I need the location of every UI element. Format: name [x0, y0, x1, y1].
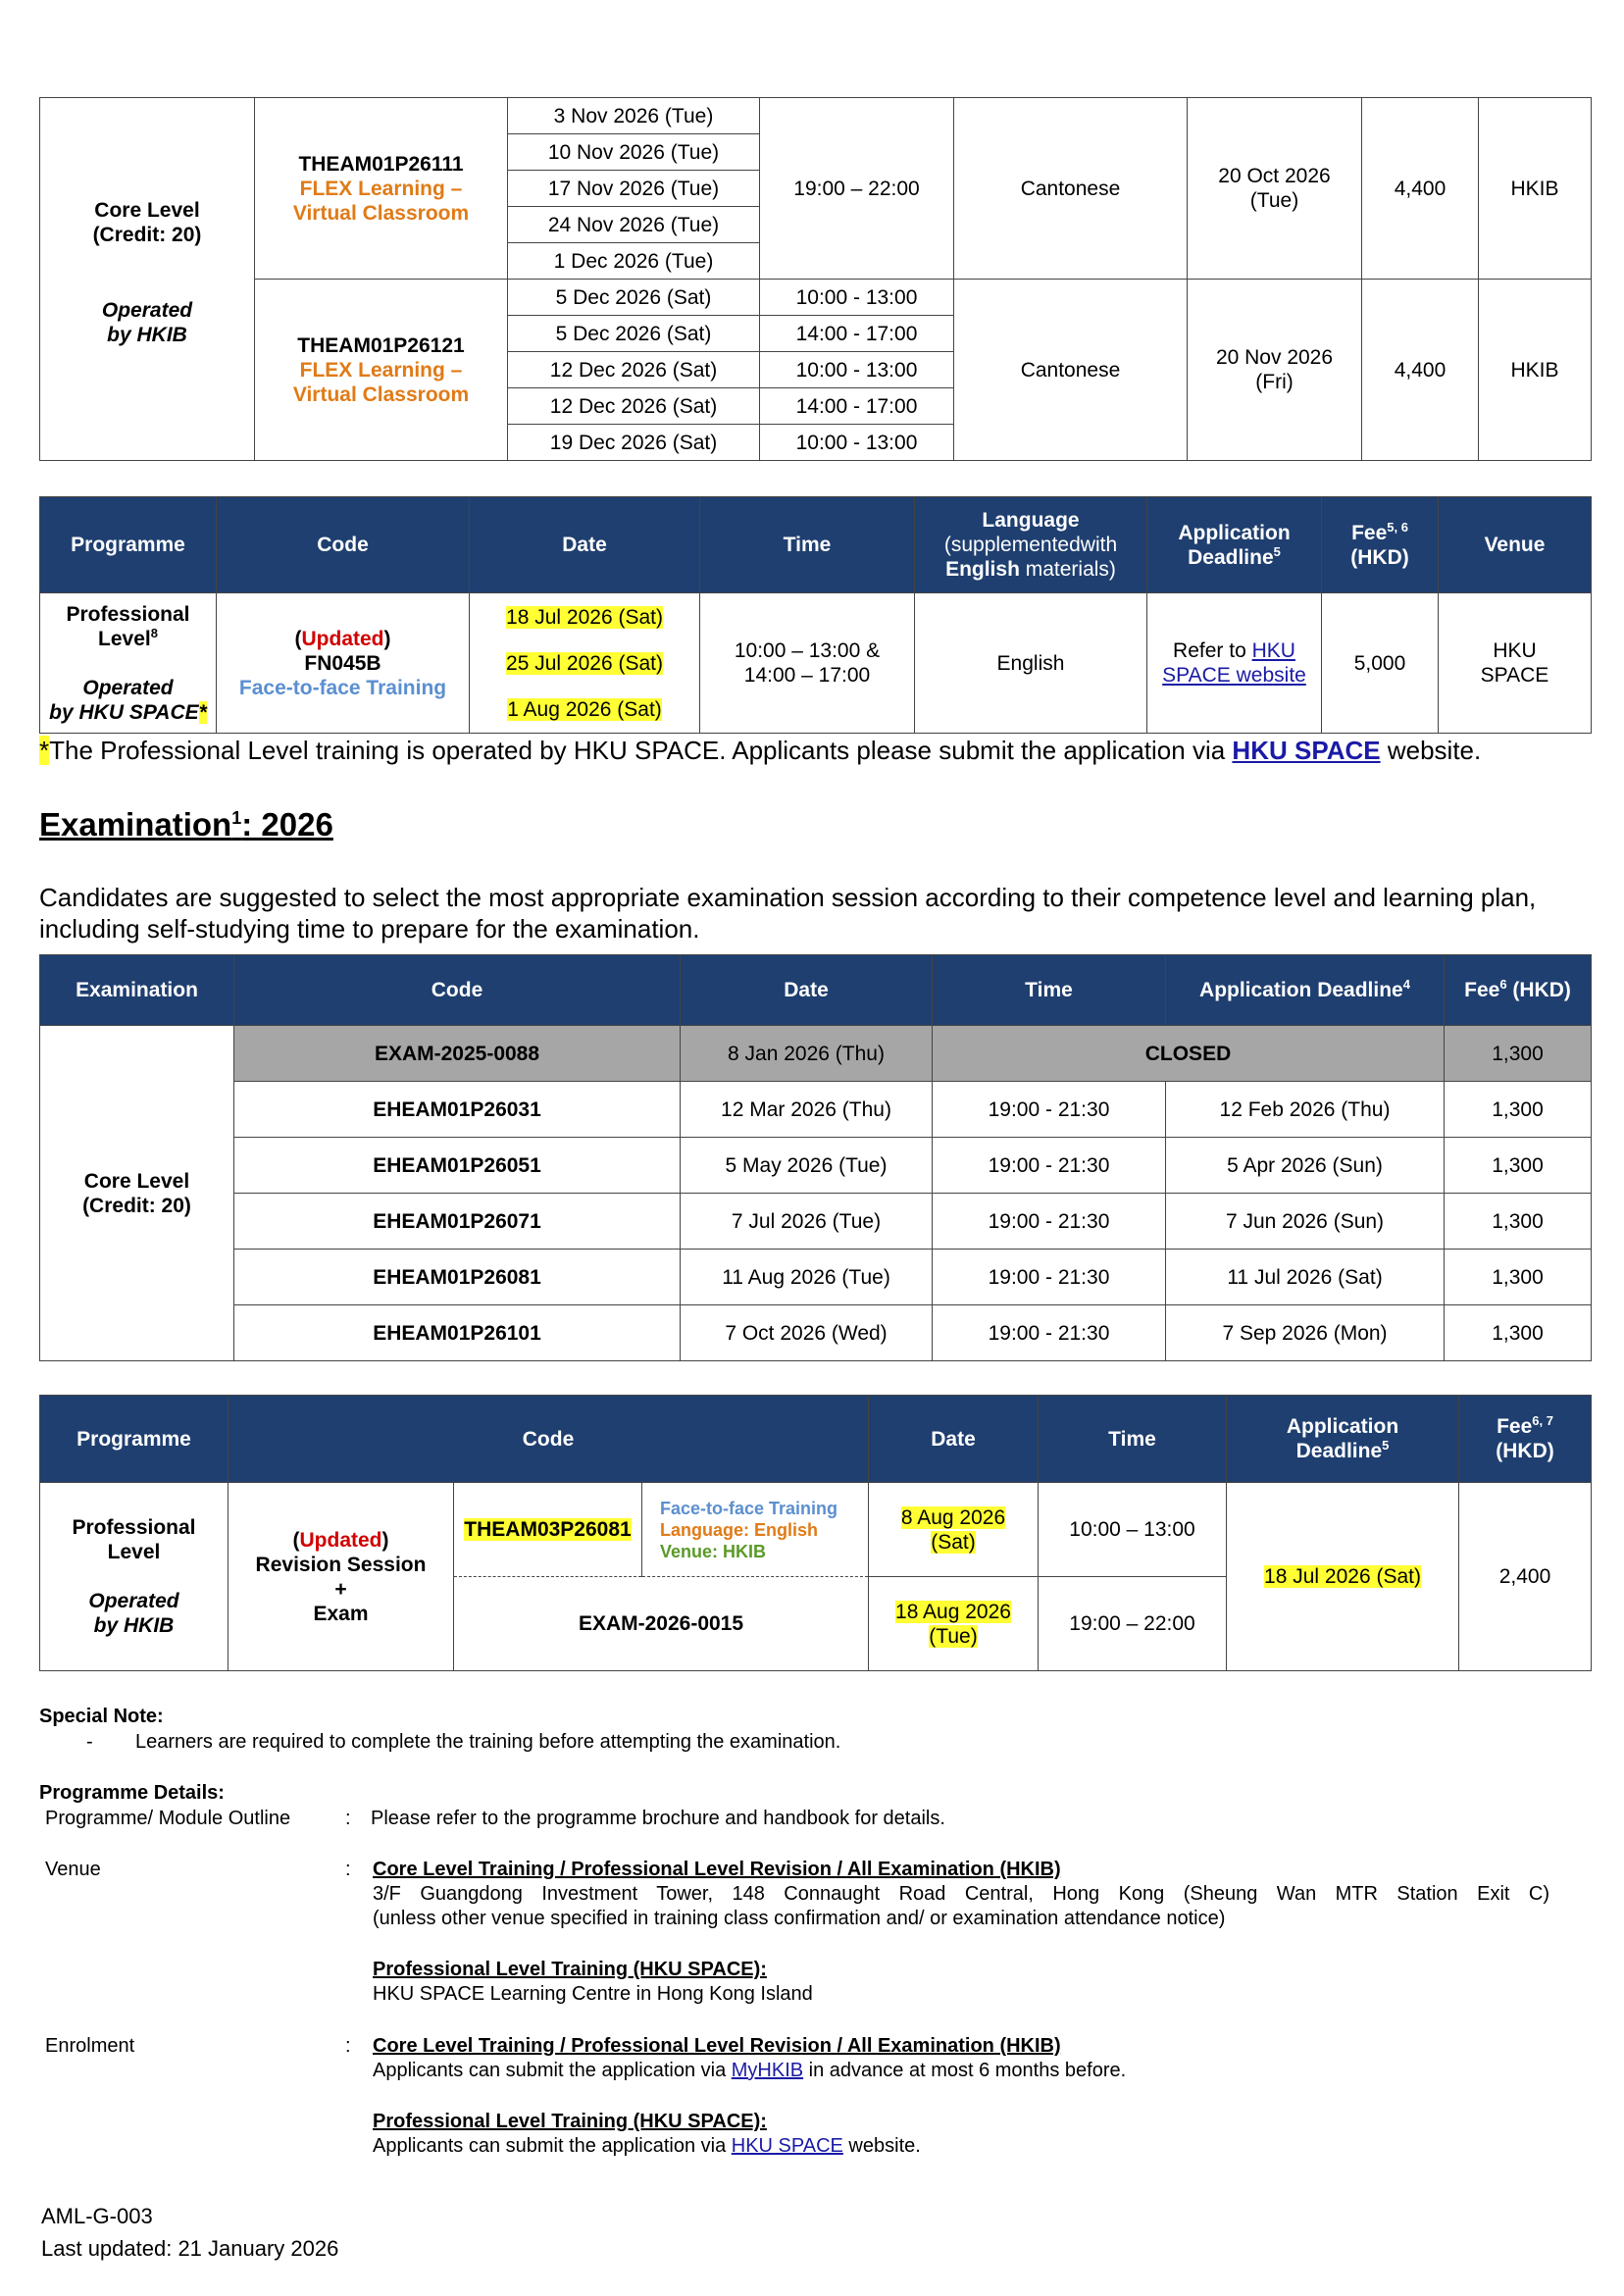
- class-deadline: [1188, 98, 1362, 280]
- class-time: 10:00 - 13:00: [760, 280, 954, 316]
- venue-note: (unless other venue specified in training class confirmation and/ or examination attendance notice): [373, 1908, 1226, 1929]
- venue-name: HKU: [1493, 639, 1537, 662]
- venue-heading: Professional Level Training (HKU SPACE):: [373, 1959, 767, 1980]
- exam-time: 19:00 - 21:30: [933, 1194, 1166, 1250]
- learning-mode: Virtual Classroom: [292, 383, 470, 406]
- exam-day: (Tue): [929, 1624, 978, 1648]
- date-cell: [470, 593, 700, 734]
- exam-row: [40, 1138, 1592, 1194]
- exam-code: EHEAM01P26101: [234, 1305, 681, 1361]
- training-date-cell: [869, 1483, 1039, 1577]
- header-fee-text: Fee: [1497, 1415, 1533, 1438]
- exam-date: 18 Aug 2026: [895, 1600, 1011, 1623]
- asterisk-marker: *: [39, 736, 50, 765]
- class-date: 5 Dec 2026 (Sat): [508, 316, 760, 352]
- exam-deadline: 7 Sep 2026 (Mon): [1166, 1305, 1445, 1361]
- exam-row: [40, 1305, 1592, 1361]
- deadline-date: 20 Nov 2026: [1215, 346, 1334, 369]
- header-time: Time: [933, 955, 1166, 1026]
- deadline-cell: [1227, 1483, 1459, 1671]
- class-code-cell: [255, 280, 508, 461]
- header-deadline: [1147, 497, 1322, 593]
- venue-address: HKU SPACE Learning Centre in Hong Kong Island: [373, 1983, 813, 2005]
- training-day: (Sat): [931, 1530, 976, 1554]
- header-language-label: Language: [982, 509, 1080, 532]
- exam-deadline: 12 Feb 2026 (Thu): [1166, 1082, 1445, 1138]
- exam-date: 7 Oct 2026 (Wed): [681, 1305, 933, 1361]
- paren: ): [383, 627, 391, 650]
- class-date: 12 Dec 2026 (Sat): [508, 352, 760, 388]
- header-date: Date: [869, 1396, 1039, 1483]
- exam-row: [40, 1250, 1592, 1305]
- exam-deadline: 7 Jun 2026 (Sun): [1166, 1194, 1445, 1250]
- exam-deadline: 11 Jul 2026 (Sat): [1166, 1250, 1445, 1305]
- core-level-cell: [40, 1026, 234, 1361]
- class-deadline: [1188, 280, 1362, 461]
- header-language-note-bold: English: [945, 558, 1020, 581]
- header-language-note: (supplementedwith: [943, 534, 1118, 556]
- venue-colon: :: [345, 1859, 351, 1880]
- outline-text: Please refer to the programme brochure and handbook for details.: [371, 1808, 945, 1829]
- fee-cell: 5,000: [1322, 593, 1439, 734]
- training-mode: Face-to-face Training: [238, 676, 447, 699]
- class-time: 19:00 – 22:00: [760, 98, 954, 280]
- deadline-date: 20 Oct 2026: [1218, 165, 1331, 187]
- footnote-text: The Professional Level training is operated by HKU SPACE. Applicants please submit the application via: [49, 736, 1233, 765]
- class-fee: 4,400: [1362, 98, 1479, 280]
- hku-space-link[interactable]: HKU: [1251, 639, 1295, 662]
- header-examination: Examination: [40, 955, 234, 1026]
- programme-level: Level: [98, 627, 151, 650]
- header-deadline-text: Deadline: [1295, 1440, 1383, 1462]
- class-code: THEAM01P26111: [298, 152, 464, 176]
- programme-details-title: Programme Details:: [39, 1782, 225, 1804]
- learning-mode: FLEX Learning –: [299, 177, 463, 200]
- footnote-text: website.: [1380, 736, 1482, 765]
- level-label: Core Level: [94, 198, 200, 222]
- enrolment-text: [373, 2059, 1549, 2083]
- class-language: Cantonese: [954, 98, 1188, 280]
- exam-time: 19:00 - 21:30: [933, 1305, 1166, 1361]
- deadline-day: (Fri): [1255, 371, 1294, 393]
- code-cell: [217, 593, 470, 734]
- enrolment-text-post: website.: [842, 2135, 921, 2157]
- fee-cell: 2,400: [1459, 1483, 1592, 1671]
- class-date: 19 Dec 2026 (Sat): [508, 425, 760, 461]
- header-code: Code: [228, 1396, 869, 1483]
- special-note-text: Learners are required to complete the training before attempting the examination.: [135, 1731, 841, 1753]
- header-fee-text: Fee: [1351, 521, 1388, 544]
- hku-space-footnote: [39, 736, 1481, 765]
- hku-space-link[interactable]: HKU SPACE: [1232, 736, 1381, 765]
- core-level-cell: [40, 98, 255, 461]
- document-code: AML-G-003: [41, 2204, 153, 2228]
- footnote-ref: 6: [1499, 977, 1507, 992]
- last-updated: Last updated: 21 January 2026: [41, 2236, 339, 2261]
- programme-name: Professional: [72, 1516, 196, 1539]
- training-date: 1 Aug 2026 (Sat): [507, 697, 662, 721]
- header-code: Code: [217, 497, 470, 593]
- header-fee-text: Fee: [1464, 979, 1500, 1001]
- exam-row: [40, 1194, 1592, 1250]
- special-note-title: Special Note:: [39, 1706, 164, 1727]
- operated-by: by HKIB: [107, 323, 187, 346]
- exam-date: 12 Mar 2026 (Thu): [681, 1082, 933, 1138]
- venue-heading: Core Level Training / Professional Level Revision / All Examination (HKIB): [373, 1859, 1061, 1880]
- programme-cell: [40, 593, 217, 734]
- header-deadline: [1227, 1396, 1459, 1483]
- programme-name: Professional: [66, 602, 190, 626]
- class-time: 14:00 - 17:00: [760, 388, 954, 425]
- class-time: 10:00 - 13:00: [760, 352, 954, 388]
- class-date: 1 Dec 2026 (Tue): [508, 243, 760, 280]
- exam-fee: 1,300: [1445, 1250, 1592, 1305]
- header-language-note-rest: materials): [1019, 558, 1116, 581]
- training-venue: Venue: HKIB: [660, 1541, 767, 1561]
- updated-label: Updated: [299, 1528, 382, 1552]
- time-cell: [700, 593, 915, 734]
- class-language: Cantonese: [954, 280, 1188, 461]
- professional-level-exam-table: [39, 1395, 1592, 1671]
- paren: ): [381, 1528, 389, 1552]
- revision-exam-cell: [228, 1483, 454, 1671]
- training-mode: Face-to-face Training: [660, 1498, 838, 1518]
- operated-label: Operated: [101, 298, 193, 322]
- class-venue: HKIB: [1479, 280, 1592, 461]
- class-time: 14:00 - 17:00: [760, 316, 954, 352]
- credit-label: (Credit: 20): [92, 223, 202, 246]
- exam-code-cell: EXAM-2026-0015: [454, 1577, 869, 1671]
- exam-fee: 1,300: [1445, 1082, 1592, 1138]
- exam-row: [40, 1082, 1592, 1138]
- enrolment-text-post: in advance at most 6 months before.: [803, 2060, 1127, 2081]
- updated-label: Updated: [301, 627, 384, 650]
- credit-label: (Credit: 20): [82, 1194, 191, 1217]
- enrolment-heading: Core Level Training / Professional Level Revision / All Examination (HKIB): [373, 2035, 1061, 2057]
- training-info-cell: [642, 1483, 869, 1577]
- revision-label: Revision Session: [255, 1553, 427, 1576]
- enrolment-text-pre: Applicants can submit the application via: [373, 2060, 732, 2081]
- venue-address: 3/F Guangdong Investment Tower, 148 Connaught Road Central, Hong Kong (Sheung Wan MTR Station Exit C): [373, 1883, 1549, 1905]
- exam-date: 5 May 2026 (Tue): [681, 1138, 933, 1194]
- exam-fee: 1,300: [1445, 1305, 1592, 1361]
- exam-date: 8 Jan 2026 (Thu): [681, 1026, 933, 1082]
- paren: (: [292, 1528, 300, 1552]
- training-code: THEAM03P26081: [464, 1518, 632, 1541]
- footnote-ref: 8: [150, 625, 158, 640]
- footnote-ref: 6, 7: [1532, 1413, 1553, 1428]
- updated-tag: [232, 1528, 449, 1553]
- programme-level: Level: [107, 1541, 161, 1563]
- operated-label: Operated: [82, 676, 174, 699]
- enrolment-text-pre: Applicants can submit the application via: [373, 2135, 732, 2157]
- footnote-ref: 4: [1402, 977, 1410, 992]
- closed-exam-row: [40, 1026, 1592, 1082]
- exam-code: EXAM-2025-0088: [234, 1026, 681, 1082]
- myhkib-link[interactable]: MyHKIB: [731, 2060, 804, 2081]
- exam-intro: Candidates are suggested to select the most appropriate examination session according to their competence level and learning plan, including self-studying time to prepare for the examination.: [39, 883, 1537, 944]
- enrolment-heading: Professional Level Training (HKU SPACE):: [373, 2111, 767, 2132]
- header-fee-unit: (HKD): [1350, 545, 1409, 569]
- header-programme: Programme: [40, 497, 217, 593]
- header-deadline-label: Application: [1178, 521, 1291, 544]
- header-deadline-label: [1151, 545, 1317, 570]
- deadline-cell: [1147, 593, 1322, 734]
- language-cell: English: [915, 593, 1147, 734]
- class-fee: 4,400: [1362, 280, 1479, 461]
- exam-heading-year: : 2026: [241, 806, 333, 842]
- header-deadline-label: [1231, 1439, 1454, 1463]
- operated-label: Operated: [88, 1590, 179, 1612]
- deadline-text: [1151, 638, 1317, 663]
- exam-code: EHEAM01P26071: [234, 1194, 681, 1250]
- class-date: 17 Nov 2026 (Tue): [508, 171, 760, 207]
- header-fee-unit: (HKD): [1506, 979, 1571, 1001]
- outline-colon: :: [345, 1808, 351, 1829]
- training-date: 8 Aug 2026: [900, 1505, 1006, 1529]
- training-date: 25 Jul 2026 (Sat): [506, 651, 663, 675]
- exam-date: 7 Jul 2026 (Tue): [681, 1194, 933, 1250]
- operator-name: by HKU SPACE: [49, 700, 199, 724]
- exam-section-heading: [39, 805, 333, 844]
- venue-details: [373, 1858, 1549, 2007]
- enrolment-text: [373, 2134, 1549, 2159]
- exam-code: EHEAM01P26031: [234, 1082, 681, 1138]
- class-venue: HKIB: [1479, 98, 1592, 280]
- deadline-day: (Tue): [1249, 189, 1299, 212]
- class-date: 10 Nov 2026 (Tue): [508, 134, 760, 171]
- footnote-ref: 5: [1382, 1438, 1390, 1453]
- header-fee: [1459, 1396, 1592, 1483]
- plus-sign: +: [334, 1577, 347, 1601]
- header-language-note: [919, 557, 1142, 582]
- header-time: Time: [1039, 1396, 1227, 1483]
- exam-deadline: 5 Apr 2026 (Sun): [1166, 1138, 1445, 1194]
- exam-code: EHEAM01P26081: [234, 1250, 681, 1305]
- hku-space-website-link[interactable]: SPACE website: [1162, 664, 1306, 687]
- header-fee-label: [1326, 521, 1434, 545]
- class-code: FN045B: [304, 651, 381, 675]
- header-language: [915, 497, 1147, 593]
- header-date: Date: [470, 497, 700, 593]
- class-date: 24 Nov 2026 (Tue): [508, 207, 760, 243]
- footnote-ref: 5: [1273, 543, 1281, 559]
- exam-fee: 1,300: [1445, 1026, 1592, 1082]
- exam-date: 11 Aug 2026 (Tue): [681, 1250, 933, 1305]
- exam-time-cell: 19:00 – 22:00: [1039, 1577, 1227, 1671]
- header-venue: Venue: [1439, 497, 1592, 593]
- exam-label: Exam: [313, 1602, 369, 1625]
- header-deadline-label: Application: [1286, 1415, 1399, 1438]
- header-deadline: [1166, 955, 1445, 1026]
- class-date: 5 Dec 2026 (Sat): [508, 280, 760, 316]
- header-fee: [1445, 955, 1592, 1026]
- exam-time: 19:00 - 21:30: [933, 1082, 1166, 1138]
- updated-tag: [221, 627, 465, 651]
- exam-heading-title: Examination: [39, 806, 232, 842]
- header-fee: [1322, 497, 1439, 593]
- exam-fee: 1,300: [1445, 1138, 1592, 1194]
- deadline-date: 18 Jul 2026 (Sat): [1264, 1565, 1421, 1588]
- special-note-bullet: -: [86, 1731, 93, 1753]
- training-language: Language: English: [660, 1519, 819, 1540]
- class-date: 3 Nov 2026 (Tue): [508, 98, 760, 134]
- closed-status: CLOSED: [933, 1026, 1445, 1082]
- class-code-cell: [255, 98, 508, 280]
- venue-cell: [1439, 593, 1592, 734]
- header-time: Time: [700, 497, 915, 593]
- exam-schedule-table: [39, 954, 1592, 1361]
- class-time: 10:00 - 13:00: [760, 425, 954, 461]
- asterisk-marker: *: [198, 700, 207, 724]
- training-date: 18 Jul 2026 (Sat): [506, 605, 663, 629]
- enrolment-colon: :: [345, 2035, 351, 2057]
- level-label: Core Level: [83, 1169, 190, 1193]
- header-date: Date: [681, 955, 933, 1026]
- exam-date-cell: [869, 1577, 1039, 1671]
- venue-name: SPACE: [1480, 664, 1549, 687]
- header-deadline-text: Application Deadline: [1199, 979, 1403, 1001]
- header-deadline-text: Deadline: [1188, 545, 1274, 569]
- training-time: 10:00 – 13:00 &: [734, 639, 881, 662]
- exam-time: 19:00 - 21:30: [933, 1250, 1166, 1305]
- core-level-training-table: [39, 97, 1592, 461]
- class-date: 12 Dec 2026 (Sat): [508, 388, 760, 425]
- header-programme: Programme: [40, 1396, 228, 1483]
- outline-label: Programme/ Module Outline: [45, 1808, 291, 1829]
- deadline-prefix: Refer to: [1173, 639, 1252, 662]
- programme-cell: [40, 1483, 228, 1671]
- paren: (: [294, 627, 302, 650]
- footnote-ref: 5, 6: [1387, 519, 1408, 535]
- hku-space-link[interactable]: HKU SPACE: [731, 2135, 843, 2157]
- exam-code: EHEAM01P26051: [234, 1138, 681, 1194]
- enrolment-label: Enrolment: [45, 2035, 135, 2057]
- professional-level-training-table: [39, 496, 1592, 734]
- operated-by: by HKIB: [93, 1614, 175, 1637]
- enrolment-details: [373, 2034, 1549, 2159]
- header-fee-unit: (HKD): [1496, 1440, 1554, 1462]
- class-code: THEAM01P26121: [297, 333, 465, 357]
- operated-by: [44, 700, 212, 725]
- exam-fee: 1,300: [1445, 1194, 1592, 1250]
- header-code: Code: [234, 955, 681, 1026]
- venue-label: Venue: [45, 1859, 101, 1880]
- programme-name: [44, 627, 212, 651]
- training-time-cell: 10:00 – 13:00: [1039, 1483, 1227, 1577]
- training-time: 14:00 – 17:00: [743, 664, 871, 687]
- learning-mode: FLEX Learning –: [299, 358, 463, 382]
- footnote-ref: 1: [231, 808, 242, 828]
- training-code-cell: [454, 1483, 642, 1577]
- exam-time: 19:00 - 21:30: [933, 1138, 1166, 1194]
- header-fee-label: [1463, 1414, 1587, 1439]
- learning-mode: Virtual Classroom: [292, 201, 470, 225]
